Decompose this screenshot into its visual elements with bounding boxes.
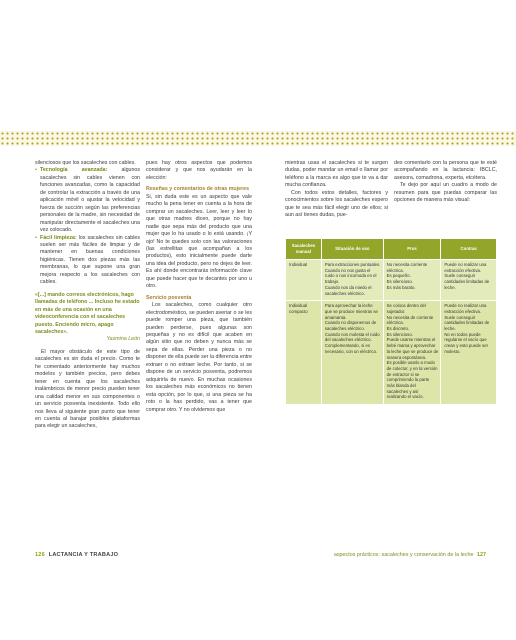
table-header-row — [286, 239, 497, 260]
page-number-left: 126 — [35, 552, 45, 558]
bullet-tecnologia — [35, 167, 140, 234]
bullet-label: Fácil limpieza: — [40, 234, 77, 241]
section-heading-posventa: Servicio posventa — [146, 294, 192, 301]
bullet-text: algunos sacaleches sin cables vienen con funciones avanzadas, como la capacidad de controlar la extracción a través de una aplicación móvil o ajustar la velocidad y fuerza de succión según las preferencias personales de la madre, sin necesidad de manipular directamente el sacaleches una vez colocado. — [40, 167, 140, 234]
summary-table — [285, 238, 497, 405]
col2-paragraph-3: Los sacaleches, como cualquier otro electrodoméstico, se pueden averiar o se les puede romper una pieza, que también pueden perderse, pues algunas son pequeñas y no es difícil que acaben en algún sitio que no deben y nunca más se sepa de ellas. Perder una pieza o no disponer de ella puede ser la diferencia entre extraer o no extraer leche. Por tanto, si se dispone de un servicio posventa, podremos adquirirla de nuevo. En muchas ocasiones los sacaleches más económicos no tienen esta opción, por lo que, si una pieza se ha roto o la has perdido, vas a tener que comprar otro. Y no olvidemos que — [146, 302, 253, 413]
table-cell-situation: Para aprovechar la leche que se produce mientras se amamanta. Cuando no disponemos de sacaleches eléctrico. Cuando nos molesta el ruido del sacaleches eléctrico. Complementando, si es necesario, con un eléctrico. — [321, 301, 383, 405]
page-number-right: 127 — [477, 552, 486, 558]
table-cell-type: Individual compacto — [286, 301, 322, 405]
table-row — [286, 301, 497, 405]
bullet-text: los sacaleches sin cables suelen ser más fáciles de limpiar y de mantener en buenas condiciones higiénicas. Tienen dos piezas más las membranas, lo que supone una gran mejora respecto a los sacaleches con cables. — [40, 234, 140, 286]
table-cell-situation: Para extracciones puntuales. Cuando no nos gusta el ruido o nos incomoda en el trabajo. Cuando nos da miedo el sacaleches eléctrico. — [321, 260, 383, 301]
column-4 — [394, 160, 497, 205]
decorative-dot-band — [0, 131, 516, 146]
table-cell-type: Individual — [286, 260, 322, 301]
table-header-cell: Sacaleches manual — [286, 239, 322, 260]
col1-paragraph: El mayor obstáculo de este tipo de sacaleches es sin duda el precio. Como te he comentado anteriormente hay muchos modelos y también precios, pero debes tener en cuenta que los sacaleches inalámbricos de menor precio pueden tener una calidad menor en sus componentes o un servicio posventa inexistente. Todo ello nos lleva al siguiente gran punto que tener en cuenta al barajar posibles plataformas para elegir un sacaleches, — [35, 348, 140, 430]
col3-paragraph-1: mientras usas el sacaleches si te surgen dudas, poder mandar un email o llamar por teléfono a la marca es algo que te va a dar mucha confianza. — [285, 160, 388, 189]
column-1 — [35, 160, 140, 431]
column-2 — [146, 160, 252, 414]
col2-paragraph-1: pues hay otros aspectos que podemos considerar y que nos ayudarán en la elección: — [146, 160, 252, 181]
table-cell-pros: No necesita corriente eléctrica. Es pequeño. Es silencioso. Es más barato. — [383, 260, 441, 301]
table-header-cell: Situación de uso — [321, 239, 383, 260]
col1-intro: silenciosos que los sacaleches con cables. — [35, 160, 136, 166]
col3-paragraph-2: Con todos estos detalles, factores y conocimientos sobre los sacaleches espero que te sea más fácil elegir uno de ellos; si aun así tienes dudas, pue- — [285, 189, 388, 219]
pull-quote: «[...] mando correos electrónicos, hago llamadas de teléfono ... Incluso he estado en más de una ocasión en una videoconferencia con el sacaleches puesto. Enciendo micro, apago sacaleches». — [35, 291, 140, 335]
footer-right — [334, 552, 486, 558]
col2-paragraph-2: Si, sin duda este es un aspecto que vale mucho la pena tener en cuenta a la hora de comprar un sacaleches. Leer, leer y leer lo que otras madres dicen, porque no hay nadie que sepa más del producto que una mujer que lo ha usado o lo está usando. ¡Y ojo! No te quedes solo con las valoraciones (las estrellitas que acompañan a los productos), esto inicialmente puede darte una idea del producto, pero no dejes de leer. Es ahí donde encontrarás información clave que puede hacer que te decantes por uno u otro. — [146, 193, 252, 290]
table-cell-cons: Puede no realizar una extracción efectiva. Suele conseguir cantidades limitadas de leche. No en todos puede regularse el vacío que crean y esto puede ser molesto. — [441, 301, 497, 405]
table-header-cell: Pros — [383, 239, 441, 260]
quote-author: Yasmina León — [106, 336, 140, 343]
bullet-label: Tecnología avanzada: — [40, 167, 108, 174]
table-cell-cons: Puede no realizar una extracción efectiva. Suele conseguir cantidades limitadas de leche. — [441, 260, 497, 301]
bullet-limpieza — [35, 235, 140, 287]
running-title-left: LACTANCIA Y TRABAJO — [48, 552, 119, 558]
col4-paragraph-1: des comentarlo con la persona que te esté acompañando en la lactancia: IBCLC, asesora, comadrona, experta, etcétera. — [394, 160, 497, 181]
running-title-right: aspectos prácticos: sacaleches y conservación de la leche — [333, 552, 474, 558]
footer-left — [35, 552, 118, 558]
table-header-cell: Contras — [441, 239, 497, 260]
table-row — [286, 260, 497, 301]
section-heading-resenas: Reseñas y comentarios de otras mujeres — [146, 186, 250, 193]
column-3 — [285, 160, 388, 220]
col4-paragraph-2: Te dejo por aquí un cuadro a modo de resumen para que puedas comparar las opciones de manera más visual: — [394, 182, 497, 204]
table-cell-pros: Se coloca dentro del sujetador. No necesita de corriente eléctrica. Es discreto. Es silencioso. Puede usarse mientras el bebé mama y aprovechar la leche que se produce de manera espontánea. Es posible usarlo a modo de colector, y en la versión de extractor si se comprimiendo la parte más blanda del sacaleches y así realizando el vacío. — [383, 301, 441, 405]
